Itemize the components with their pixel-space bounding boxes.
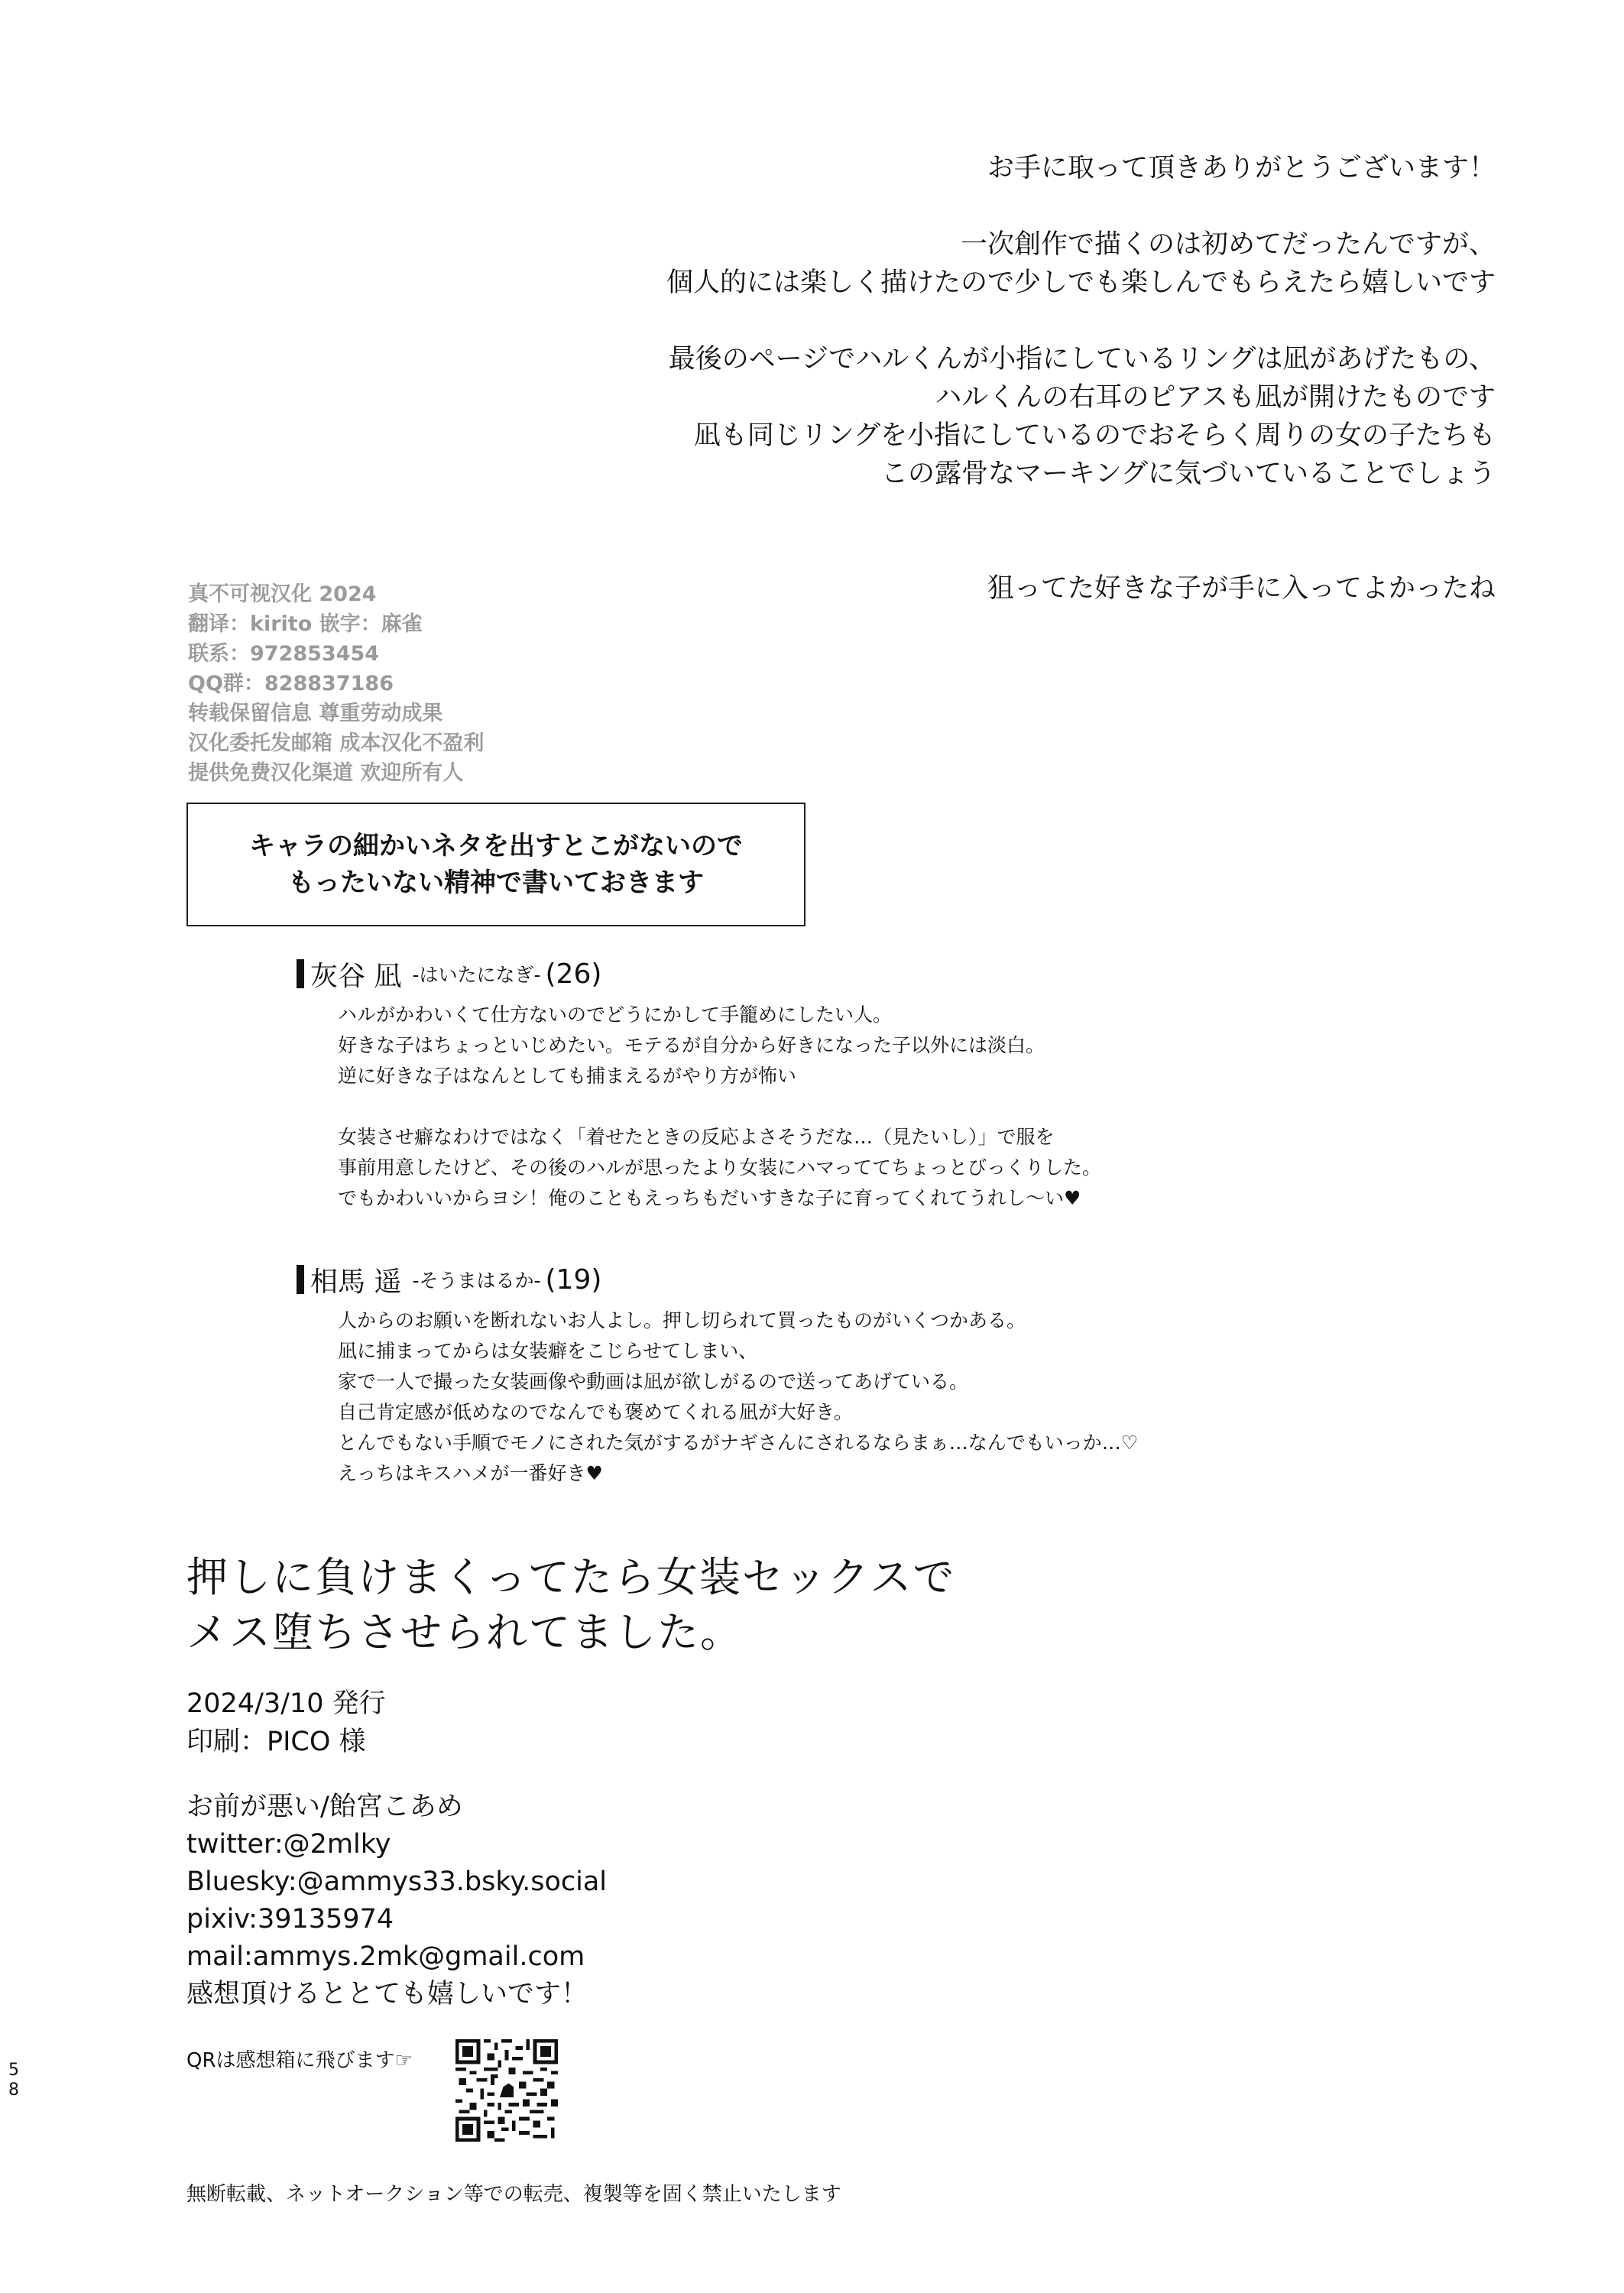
book-title bbox=[186, 1550, 955, 1660]
description-gap bbox=[338, 1091, 1214, 1122]
afterword-line: この露骨なマーキングに気づいていることでしょう bbox=[881, 459, 1496, 489]
character-heading bbox=[297, 1260, 1214, 1299]
pixiv-id: pixiv:39135974 bbox=[186, 1904, 394, 1935]
description-line: 女装させ癖なわけではなく「着せたときの反応よさそうだな…（見たいし）」で服を bbox=[338, 1126, 1055, 1148]
afterword-line: 一次創作で描くのは初めてだったんですが、 bbox=[960, 229, 1496, 260]
credit-line: 提供免费汉化渠道 欢迎所有人 bbox=[188, 761, 464, 785]
character-note-box bbox=[186, 803, 806, 926]
description-line: 事前用意したけど、その後のハルが思ったより女装にハマっててちょっとびっくりした。 bbox=[338, 1156, 1102, 1179]
description-line: とんでもない手順でモノにされた気がするがナギさんにされるならまぁ…なんでもいっか…♡ bbox=[338, 1432, 1139, 1454]
heading-bar bbox=[297, 959, 304, 988]
description-line: 凪に捕まってからは女装癖をこじらせてしまい、 bbox=[338, 1340, 758, 1362]
author-contact bbox=[186, 1789, 607, 2013]
character-name: 灰谷 凪 bbox=[310, 960, 402, 992]
afterword-line: お手に取って頂きありがとうございます！ bbox=[987, 153, 1496, 183]
character-name: 相馬 遥 bbox=[310, 1266, 402, 1298]
afterword-line: 個人的には楽しく描けたので少しでも楽しんでもらえたら嬉しいです bbox=[666, 268, 1496, 298]
description-line: 逆に好きな子はなんとしても捕まえるがやり方が怖い bbox=[338, 1065, 797, 1087]
email-address: mail:ammys.2mk@gmail.com bbox=[186, 1941, 585, 1972]
description-line: 人からのお願いを断れないお人よし。押し切られて買ったものがいくつかある。 bbox=[338, 1309, 1026, 1331]
character-profile-nagi bbox=[297, 954, 1214, 1214]
bluesky-handle: Bluesky:@ammys33.bsky.social bbox=[186, 1867, 608, 1897]
description-line: えっちはキスハメが一番好き♥ bbox=[338, 1462, 603, 1484]
description-line: でもかわいいからヨシ！俺のこともえっちもだいすきな子に育ってくれてうれし〜い♥ bbox=[338, 1187, 1081, 1209]
printer: 印刷：PICO 様 bbox=[186, 1727, 366, 1757]
qr-caption: QRは感想箱に飛びます☞ bbox=[186, 2049, 413, 2072]
book-title-line: メス堕ちさせられてました。 bbox=[186, 1608, 743, 1656]
afterword bbox=[502, 149, 1496, 608]
afterword-line: 最後のページでハルくんが小指にしているリングは凪があげたもの、 bbox=[668, 344, 1496, 375]
heading-bar bbox=[297, 1265, 304, 1294]
page-number-digit: 8 bbox=[8, 2081, 19, 2100]
description-line: 好きな子はちょっといじめたい。モテるが自分から好きになった子以外には淡白。 bbox=[338, 1034, 1045, 1056]
page-number-digit: 5 bbox=[8, 2061, 19, 2080]
afterword-gap bbox=[502, 493, 1496, 531]
credit-line: 真不可视汉化 2024 bbox=[188, 582, 377, 606]
afterword-gap bbox=[502, 302, 1496, 340]
character-age: (26) bbox=[545, 958, 602, 990]
character-profile-haruka bbox=[297, 1260, 1214, 1489]
circle-author: お前が悪い/飴宮こあめ bbox=[186, 1792, 463, 1822]
afterword-line: ハルくんの右耳のピアスも凪が開けたものです bbox=[935, 382, 1496, 413]
note-line: もったいない精神で書いておきます bbox=[288, 868, 704, 898]
character-description bbox=[338, 1000, 1214, 1214]
afterword-gap bbox=[502, 187, 1496, 225]
publication-info bbox=[186, 1685, 386, 1761]
credit-line: QQ群：828837186 bbox=[188, 672, 394, 696]
afterword-line: 凪も同じリングを小指にしているのでおそらく周りの女の子たちも bbox=[693, 420, 1496, 451]
credit-line: 转载保留信息 尊重劳动成果 bbox=[188, 702, 443, 725]
afterword-line: 狙ってた好きな子が手に入ってよかったね bbox=[987, 573, 1496, 604]
credit-line: 翻译：kirito 嵌字：麻雀 bbox=[188, 612, 423, 636]
character-age: (19) bbox=[545, 1263, 602, 1296]
book-title-line: 押しに負けまくってたら女装セックスで bbox=[186, 1553, 956, 1601]
character-reading: -はいたになぎ- bbox=[412, 964, 541, 986]
publication-date: 2024/3/10 発行 bbox=[186, 1688, 386, 1719]
description-line: 家で一人で撮った女装画像や動画は凪が欲しがるので送ってあげている。 bbox=[338, 1370, 969, 1393]
description-line: ハルがかわいくて仕方ないのでどうにかして手籠めにしたい人。 bbox=[338, 1004, 893, 1026]
twitter-handle: twitter:@2mlky bbox=[186, 1829, 391, 1860]
character-heading bbox=[297, 954, 1214, 994]
translation-credits bbox=[188, 579, 647, 788]
credit-line: 联系：972853454 bbox=[188, 642, 380, 666]
credit-line: 汉化委托发邮箱 成本汉化不盈利 bbox=[188, 731, 485, 755]
thanks-line: 感想頂けるととても嬉しいです！ bbox=[186, 1979, 588, 2009]
qr-code[interactable] bbox=[455, 2039, 558, 2142]
note-line: キャラの細かいネタを出すとこがないので bbox=[249, 831, 743, 861]
character-description bbox=[338, 1305, 1214, 1489]
afterword-gap bbox=[502, 531, 1496, 569]
page-number bbox=[6, 2061, 21, 2100]
character-reading: -そうまはるか- bbox=[412, 1270, 541, 1292]
description-line: 自己肯定感が低めなのでなんでも褒めてくれる凪が大好き。 bbox=[338, 1401, 854, 1423]
copyright-notice: 無断転載、ネットオークション等での転売、複製等を固く禁止いたします bbox=[186, 2183, 841, 2206]
